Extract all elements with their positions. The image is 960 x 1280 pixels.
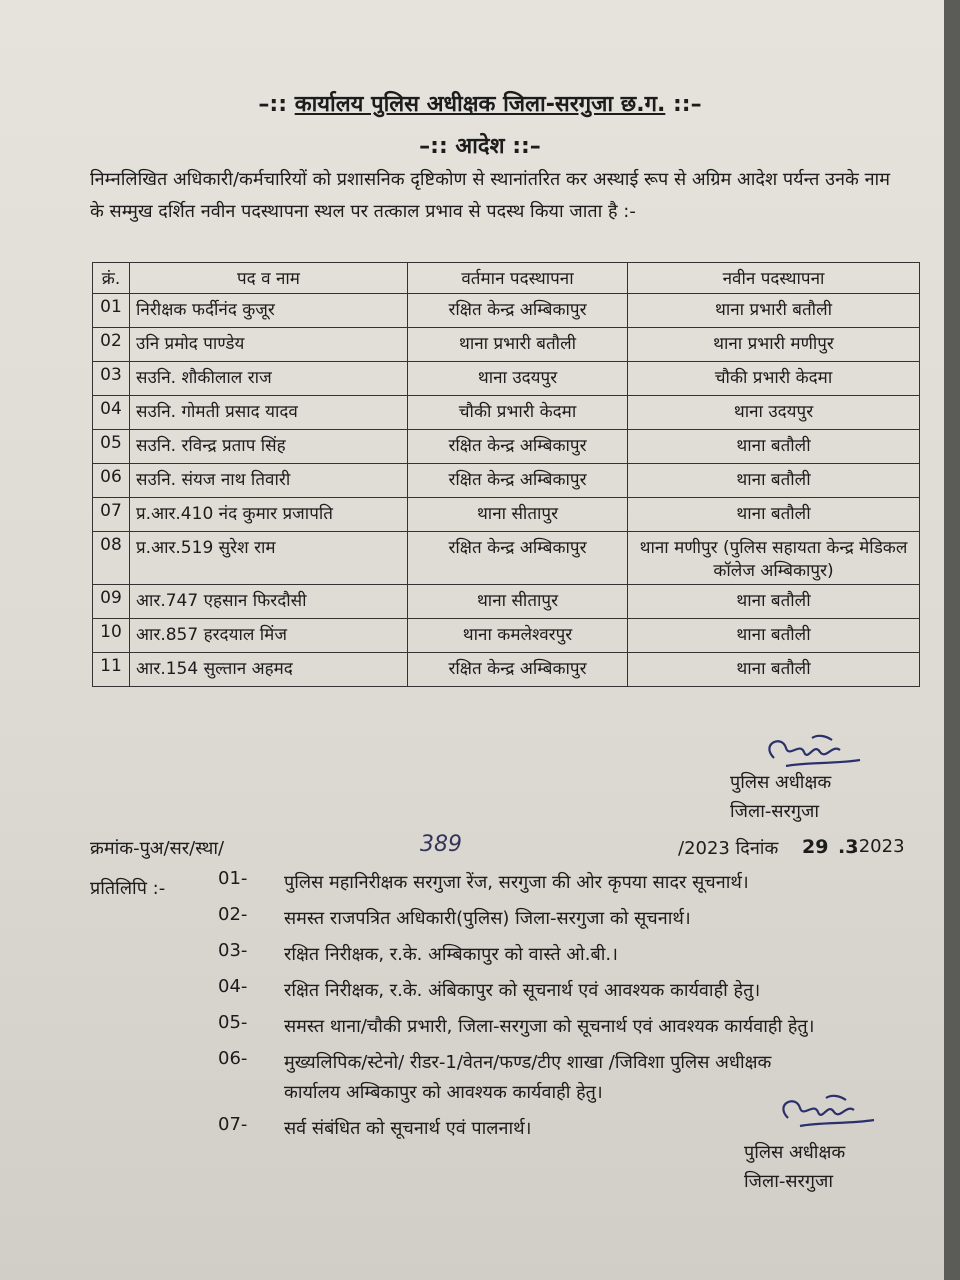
cell-current-posting: चौकी प्रभारी केदमा (408, 396, 628, 430)
cell-current-posting: थाना उदयपुर (408, 362, 628, 396)
cell-current-posting: रक्षित केन्द्र अम्बिकापुर (408, 430, 628, 464)
intro-paragraph: निम्नलिखित अधिकारी/कर्मचारियों को प्रशासनिक दृष्टिकोण से स्थानांतरित कर अस्थाई रूप से अग्रिम आदेश पर्यन्त उनके नाम के सम्मुख दर्शित नवीन पदस्थापना स्थल पर तत्काल प्रभाव से पदस्थ किया जाता है :- (90, 169, 890, 222)
signature-district-1: जिला-सरगुजा (730, 801, 820, 822)
signature-title-1: पुलिस अधीक्षक (730, 772, 832, 793)
cell-serial: 05 (93, 430, 130, 464)
table-row (93, 498, 920, 532)
copy-item (218, 1114, 824, 1144)
cell-new-posting: थाना बतौली (628, 464, 920, 498)
copy-item-number: 03- (218, 940, 248, 961)
copy-item-text: रक्षित निरीक्षक, र.के. अंबिकापुर को सूचनार्थ एवं आवश्यक कार्यवाही हेतु। (284, 980, 761, 1001)
cell-name: सउनि. गोमती प्रसाद यादव (130, 396, 408, 430)
cell-name: आर.154 सुल्तान अहमद (130, 653, 408, 687)
cell-new-posting: थाना प्रभारी बतौली (628, 294, 920, 328)
copy-item (218, 1012, 824, 1042)
signature-mark-2 (770, 1090, 880, 1134)
cell-name: आर.857 हरदयाल मिंज (130, 619, 408, 653)
reference-month: .3 (838, 836, 859, 858)
signature-block-2 (744, 1090, 845, 1196)
copy-item (218, 940, 824, 970)
cell-new-posting: थाना प्रभारी मणीपुर (628, 328, 920, 362)
cell-new-posting: थाना बतौली (628, 653, 920, 687)
header-serial: क्रं. (93, 263, 130, 294)
table-header-row (93, 263, 920, 294)
cell-current-posting: थाना सीतापुर (408, 498, 628, 532)
copy-item-number: 01- (218, 868, 248, 889)
reference-prefix: क्रमांक-पुअ/सर/स्था/ (90, 838, 225, 859)
cell-new-posting: थाना उदयपुर (628, 396, 920, 430)
copy-item-number: 06- (218, 1048, 248, 1069)
cell-name: सउनि. शौकीलाल राज (130, 362, 408, 396)
cell-new-posting: थाना बतौली (628, 619, 920, 653)
table-row (93, 619, 920, 653)
office-title-text: कार्यालय पुलिस अधीक्षक जिला-सरगुजा छ.ग. (294, 92, 666, 117)
cell-serial: 07 (93, 498, 130, 532)
transfer-table (92, 262, 920, 687)
table-row (93, 532, 920, 585)
signature-mark-1 (756, 730, 866, 774)
cell-serial: 09 (93, 585, 130, 619)
table-row (93, 430, 920, 464)
table-row (93, 328, 920, 362)
cell-new-posting: थाना बतौली (628, 498, 920, 532)
table-row (93, 464, 920, 498)
signature-block-1 (730, 730, 831, 826)
cell-name: निरीक्षक फर्दीनंद कुजूर (130, 294, 408, 328)
office-title (0, 88, 960, 118)
reference-day: 29 (802, 836, 829, 858)
cell-name: आर.747 एहसान फिरदौसी (130, 585, 408, 619)
cell-serial: 04 (93, 396, 130, 430)
cell-serial: 02 (93, 328, 130, 362)
cell-serial: 06 (93, 464, 130, 498)
cell-new-posting: थाना मणीपुर (पुलिस सहायता केन्द्र मेडिकल कॉलेज अम्बिकापुर) (628, 532, 920, 585)
reference-suffix: .2023 (853, 836, 905, 857)
cell-new-posting: थाना बतौली (628, 585, 920, 619)
cell-serial: 11 (93, 653, 130, 687)
cell-current-posting: थाना प्रभारी बतौली (408, 328, 628, 362)
cell-current-posting: थाना सीतापुर (408, 585, 628, 619)
background-edge (944, 0, 960, 1280)
signature-title-2: पुलिस अधीक्षक (744, 1142, 846, 1163)
cell-name: सउनि. संयज नाथ तिवारी (130, 464, 408, 498)
cell-new-posting: चौकी प्रभारी केदमा (628, 362, 920, 396)
copy-item-number: 04- (218, 976, 248, 997)
copy-item-number: 02- (218, 904, 248, 925)
reference-year: /2023 दिनांक (678, 838, 779, 859)
copy-list (218, 868, 824, 1150)
cell-serial: 08 (93, 532, 130, 585)
cell-name: सउनि. रविन्द्र प्रताप सिंह (130, 430, 408, 464)
cell-serial: 10 (93, 619, 130, 653)
copy-item (218, 1048, 824, 1108)
copy-item-text: समस्त राजपत्रित अधिकारी(पुलिस) जिला-सरगुजा को सूचनार्थ। (284, 908, 691, 929)
cell-current-posting: रक्षित केन्द्र अम्बिकापुर (408, 464, 628, 498)
copy-item (218, 868, 824, 898)
copy-item (218, 904, 824, 934)
copy-item-text: पुलिस महानिरीक्षक सरगुजा रेंज, सरगुजा की ओर कृपया सादर सूचनार्थ। (284, 872, 749, 893)
cell-name: प्र.आर.410 नंद कुमार प्रजापति (130, 498, 408, 532)
cell-current-posting: थाना कमलेश्वरपुर (408, 619, 628, 653)
copy-label: प्रतिलिपि :- (90, 878, 166, 899)
cell-current-posting: रक्षित केन्द्र अम्बिकापुर (408, 294, 628, 328)
copy-item-text: मुख्यलिपिक/स्टेनो/ रीडर-1/वेतन/फण्ड/टीए शाखा /जिविशा पुलिस अधीक्षक कार्यालय अम्बिकापुर को आवश्यक कार्यवाही हेतु। (284, 1052, 772, 1103)
cell-new-posting: थाना बतौली (628, 430, 920, 464)
copy-item-text: रक्षित निरीक्षक, र.के. अम्बिकापुर को वास्ते ओ.बी.। (284, 944, 618, 965)
table-row (93, 653, 920, 687)
cell-current-posting: रक्षित केन्द्र अम्बिकापुर (408, 653, 628, 687)
office-title-suffix: ::– (665, 92, 702, 117)
office-title-prefix: –:: (258, 92, 295, 117)
cell-serial: 01 (93, 294, 130, 328)
header-new-posting: नवीन पदस्थापना (628, 263, 920, 294)
header-current-posting: वर्तमान पदस्थापना (408, 263, 628, 294)
table-row (93, 294, 920, 328)
cell-name: प्र.आर.519 सुरेश राम (130, 532, 408, 585)
reference-number: 389 (420, 832, 462, 857)
copy-item (218, 976, 824, 1006)
copy-item-number: 07- (218, 1114, 248, 1135)
signature-district-2: जिला-सरगुजा (744, 1171, 834, 1192)
copy-item-text: सर्व संबंधित को सूचनार्थ एवं पालनार्थ। (284, 1118, 532, 1139)
cell-current-posting: रक्षित केन्द्र अम्बिकापुर (408, 532, 628, 585)
cell-serial: 03 (93, 362, 130, 396)
copy-item-number: 05- (218, 1012, 248, 1033)
order-title: –:: आदेश ::– (419, 134, 541, 159)
table-row (93, 585, 920, 619)
cell-name: उनि प्रमोद पाण्डेय (130, 328, 408, 362)
table-row (93, 362, 920, 396)
copy-item-text: समस्त थाना/चौकी प्रभारी, जिला-सरगुजा को सूचनार्थ एवं आवश्यक कार्यवाही हेतु। (284, 1016, 815, 1037)
table-row (93, 396, 920, 430)
header-name: पद व नाम (130, 263, 408, 294)
